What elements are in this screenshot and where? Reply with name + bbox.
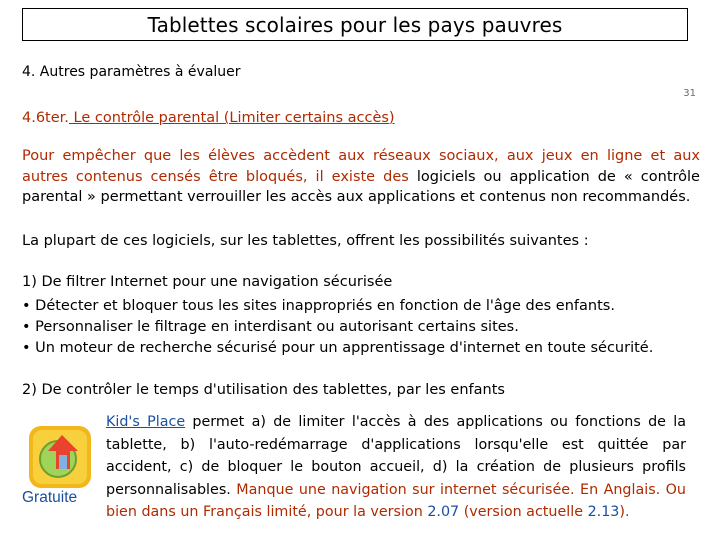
kids-place-link[interactable]: Kid's Place — [106, 414, 186, 430]
subsection-number: 4.6ter. — [22, 110, 69, 126]
list-item: • Détecter et bloquer tous les sites inappropriés en fonction de l'âge des enfants. — [22, 298, 615, 314]
list-item: • Un moteur de recherche sécurisé pour un apprentissage d'internet en toute sécurité. — [22, 340, 654, 356]
kids-place-text-mid: (version actuelle — [459, 504, 588, 520]
intro-text-c: permettant verrouiller les accès aux applications et contenus non recommandés. — [95, 189, 691, 205]
intro-text-bold: logiciels ou application de « contrôle parental » — [22, 168, 700, 205]
filter-heading: 1) De filtrer Internet pour une navigation sécurisée — [22, 274, 393, 290]
kids-place-app-icon — [26, 421, 96, 491]
free-badge: Gratuite — [22, 489, 78, 506]
version-new: 2.13 — [587, 504, 620, 520]
kids-place-text-end: ). — [619, 504, 630, 520]
section-heading: 4. Autres paramètres à évaluer — [22, 64, 241, 80]
subsection-title: Le contrôle parental (Limiter certains accès) — [68, 110, 395, 126]
intro-text-a: Pour empêcher que les élèves accèdent aux réseaux sociaux, aux jeux en ligne et aux autres contenus censés être bloqués, il existe des — [22, 148, 700, 185]
kids-place-text-red: Manque une navigation sur internet sécurisée. En Anglais. Ou bien dans un Français limité, pour la version — [106, 481, 686, 520]
kids-place-text-a: permet a) de limiter l'accès à des applications ou fonctions de la tablette, b) l'auto-redémarrage d'applications lorsqu'elle est quittée par accident, c) de bloquer le bouton accueil, d) la création de plusieurs profils personnalisables. — [106, 414, 686, 498]
version-old: 2.07 — [427, 504, 460, 520]
kids-place-description — [106, 411, 686, 524]
intro-paragraph — [22, 146, 700, 208]
filter-bullet-list — [22, 296, 702, 359]
subsection-heading — [22, 110, 395, 126]
time-control-heading: 2) De contrôler le temps d'utilisation des tablettes, par les enfants — [22, 382, 505, 398]
possibilities-paragraph: La plupart de ces logiciels, sur les tablettes, offrent les possibilités suivantes : — [22, 233, 589, 249]
slide-title: Tablettes scolaires pour les pays pauvres — [147, 12, 563, 37]
slide-title-box — [22, 8, 688, 41]
page-number: 31 — [683, 88, 696, 99]
list-item: • Personnaliser le filtrage en interdisant ou autorisant certains sites. — [22, 319, 519, 335]
